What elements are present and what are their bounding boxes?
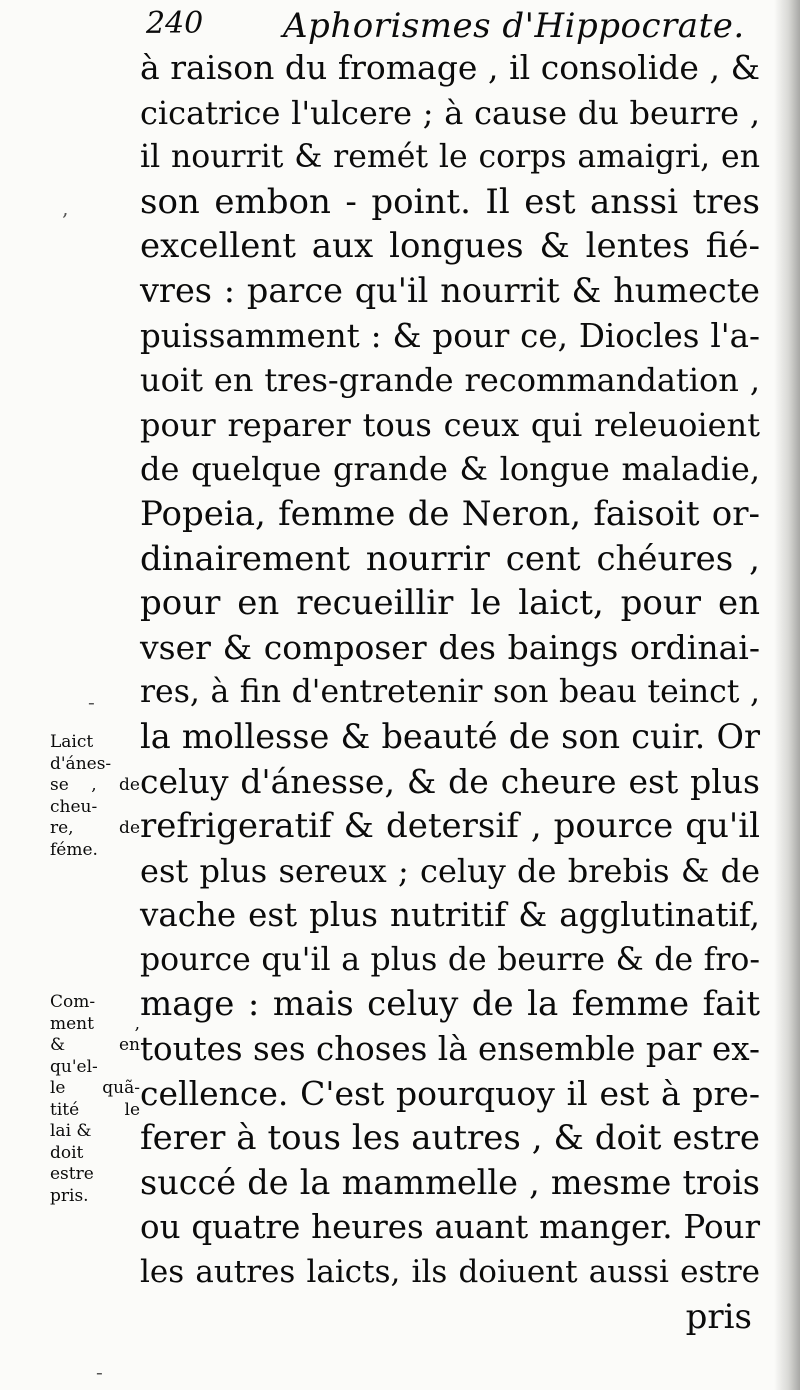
catchword: pris xyxy=(685,1296,752,1337)
running-header xyxy=(0,4,800,48)
margin-mark: - xyxy=(88,690,95,714)
marginal-note-line: tité le xyxy=(50,1099,140,1120)
text-line: res, à fin d'entretenir son beau teinct , xyxy=(140,674,760,711)
page-edge-shadow xyxy=(774,0,800,1390)
text-line: de quelque grande & longue maladie, xyxy=(140,450,760,489)
body-text xyxy=(140,46,760,1339)
marginal-note-line: ment , xyxy=(50,1013,140,1034)
margin-mark: - xyxy=(96,1360,103,1384)
text-line: excellent aux longues & lentes fié- xyxy=(140,226,760,267)
marginal-note-line: doit xyxy=(50,1142,84,1163)
text-line: pour reparer tous ceux qui releuoient xyxy=(140,405,760,444)
marginal-note-line: Com- xyxy=(50,992,96,1012)
text-line: est plus sereux ; celuy de brebis & de xyxy=(140,851,760,890)
text-line: les autres laicts, ils doiuent aussi estre xyxy=(140,1254,760,1291)
running-title: Aphorismes d'Hippocrate. xyxy=(283,6,745,46)
marginal-note-line: le quã- xyxy=(50,1078,140,1098)
text-line: il nourrit & remét le corps amaigri, en xyxy=(140,139,760,176)
text-line: son embon - point. Il est anssi tres xyxy=(140,181,760,222)
marginal-note-line: qu'el- xyxy=(50,1056,98,1077)
text-line: vres : parce qu'il nourrit & humecte xyxy=(140,270,760,310)
marginal-note xyxy=(50,992,140,1207)
margin-mark: ‚ xyxy=(62,196,69,220)
marginal-note-line: cheu- xyxy=(50,796,98,817)
text-line: succé de la mammelle , mesme trois xyxy=(140,1162,760,1202)
text-line: puissamment : & pour ce, Diocles l'a- xyxy=(140,316,760,355)
text-line: toutes ses choses là ensemble par ex- xyxy=(140,1030,760,1069)
marginal-note-line: pris. xyxy=(50,1185,89,1206)
text-line: vser & composer des baings ordinai- xyxy=(140,627,760,667)
marginal-note-line: féme. xyxy=(50,839,98,860)
text-line: cellence. C'est pourquoy il est à pre- xyxy=(140,1073,760,1113)
text-line: celuy d'ánesse, & de cheure est plus xyxy=(140,761,760,801)
page-number: 240 xyxy=(146,6,204,41)
text-line: cicatrice l'ulcere ; à cause du beurre , xyxy=(140,93,760,132)
text-line: à raison du fromage , il consolide , & xyxy=(140,48,760,87)
text-line: dinairement nourrir cent chéures , xyxy=(140,538,760,579)
text-line: vache est plus nutritif & agglutinatif, xyxy=(140,896,760,935)
text-line: la mollesse & beauté de son cuir. Or xyxy=(140,716,760,756)
text-line: Popeia, femme de Neron, faisoit or- xyxy=(140,493,760,534)
marginal-note-line: se , de xyxy=(50,775,140,795)
marginal-note xyxy=(50,732,140,861)
marginal-note-line: lai & xyxy=(50,1121,92,1141)
marginal-note-line: estre xyxy=(50,1164,94,1184)
text-line: mage : mais celuy de la femme fait xyxy=(140,984,760,1025)
text-line: pour en recueillir le laict, pour en xyxy=(140,583,760,624)
marginal-note-line: re, de xyxy=(50,818,140,838)
marginal-note-line: Laict xyxy=(50,732,94,752)
text-line: refrigeratif & detersif , pource qu'il xyxy=(140,806,760,847)
marginal-note-line: d'ánes- xyxy=(50,753,112,774)
text-line: pource qu'il a plus de beurre & de fro- xyxy=(140,941,760,978)
text-line: ou quatre heures auant manger. Pour xyxy=(140,1208,760,1247)
marginal-note-line: & en xyxy=(50,1035,140,1055)
text-line: uoit en tres-grande recommandation , xyxy=(140,361,760,400)
text-line: ferer à tous les autres , & doit estre xyxy=(140,1118,760,1159)
